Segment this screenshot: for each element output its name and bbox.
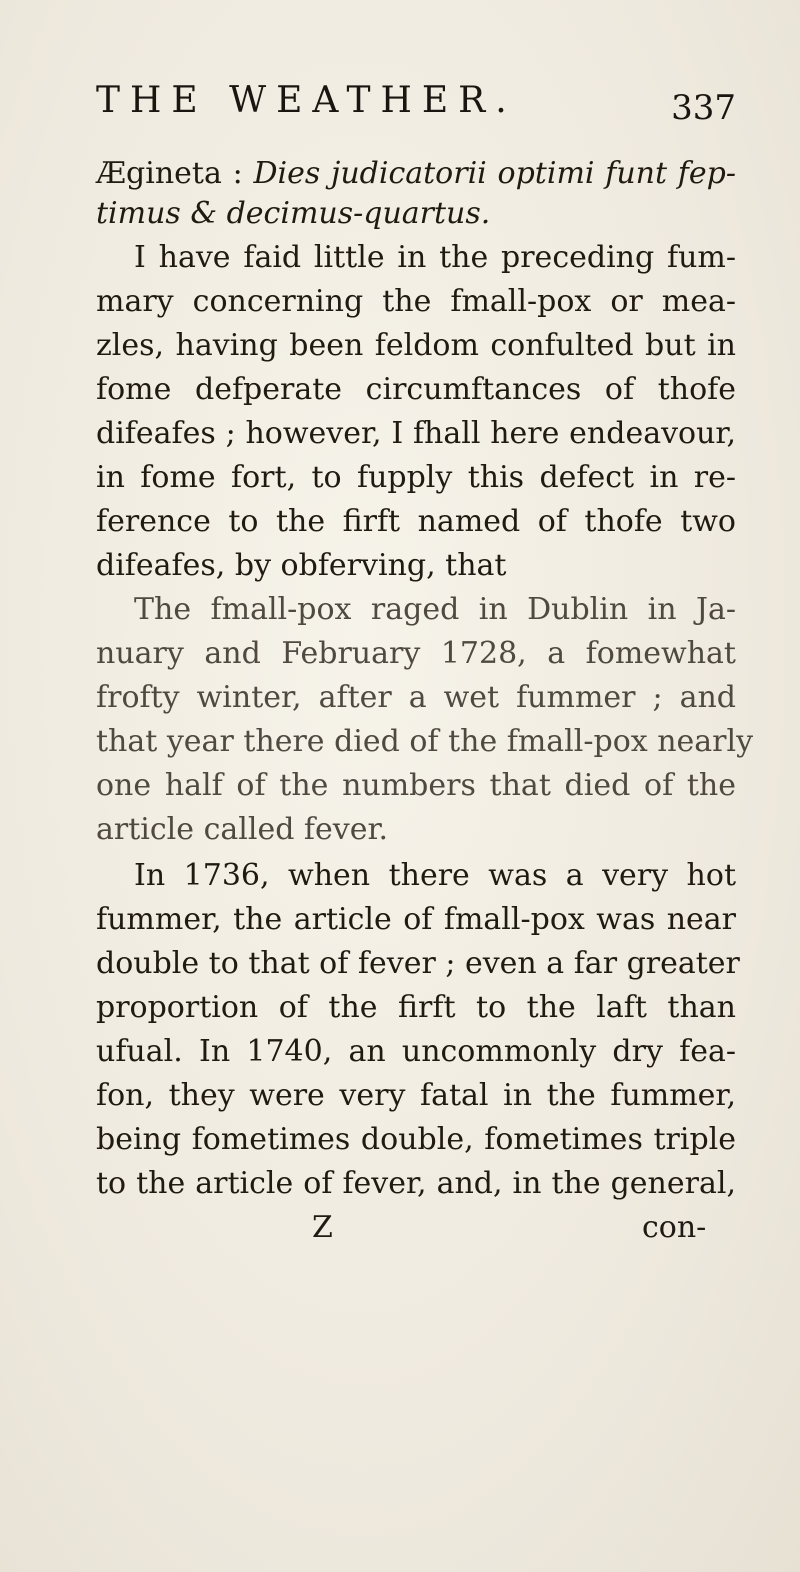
text-line-3: I have faid little in the preceding fum- [134, 240, 736, 275]
text-line-7: difeafes ; however, I fhall here endeavour, [96, 416, 736, 451]
signature-mark: Z [312, 1210, 333, 1245]
text-line-10: difeafes, by obferving, that [96, 548, 507, 583]
text-line-18: fummer, the article of fmall-pox was near [96, 902, 736, 937]
page-header [96, 80, 736, 140]
text-line-24: to the article of fever, and, in the general, [96, 1166, 736, 1201]
text-line-15: one half of the numbers that died of the [96, 768, 736, 803]
text-line-11: The fmall-pox raged in Dublin in Ja- [134, 592, 736, 627]
text-line-5: zles, having been feldom confulted but in [96, 328, 736, 363]
text-line-8: in fome fort, to fupply this defect in re- [96, 460, 736, 495]
text-line-16: article called fever. [96, 812, 389, 847]
text-line-1-italic: Dies judicatorii optimi funt fep- [253, 156, 736, 191]
text-line-22: fon, they were very fatal in the fummer, [96, 1078, 736, 1113]
text-line-20: proportion of the firft to the laft than [96, 990, 736, 1025]
text-line-6: fome defperate circumftances of thofe [96, 372, 736, 407]
catchword: con- [642, 1210, 707, 1245]
text-line-2 [96, 194, 736, 234]
text-line-12: nuary and February 1728, a fomewhat [96, 636, 736, 671]
text-line-19: double to that of fever ; even a far greater [96, 946, 740, 981]
text-line-4: mary concerning the fmall-pox or mea- [96, 284, 736, 319]
text-line-17: In 1736, when there was a very hot [134, 858, 736, 893]
footer-line [96, 1210, 736, 1250]
text-line-1 [96, 154, 736, 194]
running-title: THE WEATHER. [96, 80, 517, 121]
text-line-23: being fometimes double, fometimes triple [96, 1122, 736, 1157]
text-line-21: ufual. In 1740, an uncommonly dry fea- [96, 1034, 736, 1069]
text-line-9: ference to the firft named of thofe two [96, 504, 736, 539]
text-line-2-italic: timus & decimus-quartus. [96, 196, 491, 231]
page-number: 337 [671, 88, 736, 128]
text-line-13: frofty winter, after a wet fummer ; and [96, 680, 736, 715]
text-line-1-roman: Ægineta : [96, 156, 254, 191]
text-line-14: that year there died of the fmall-pox nearly [96, 724, 754, 759]
